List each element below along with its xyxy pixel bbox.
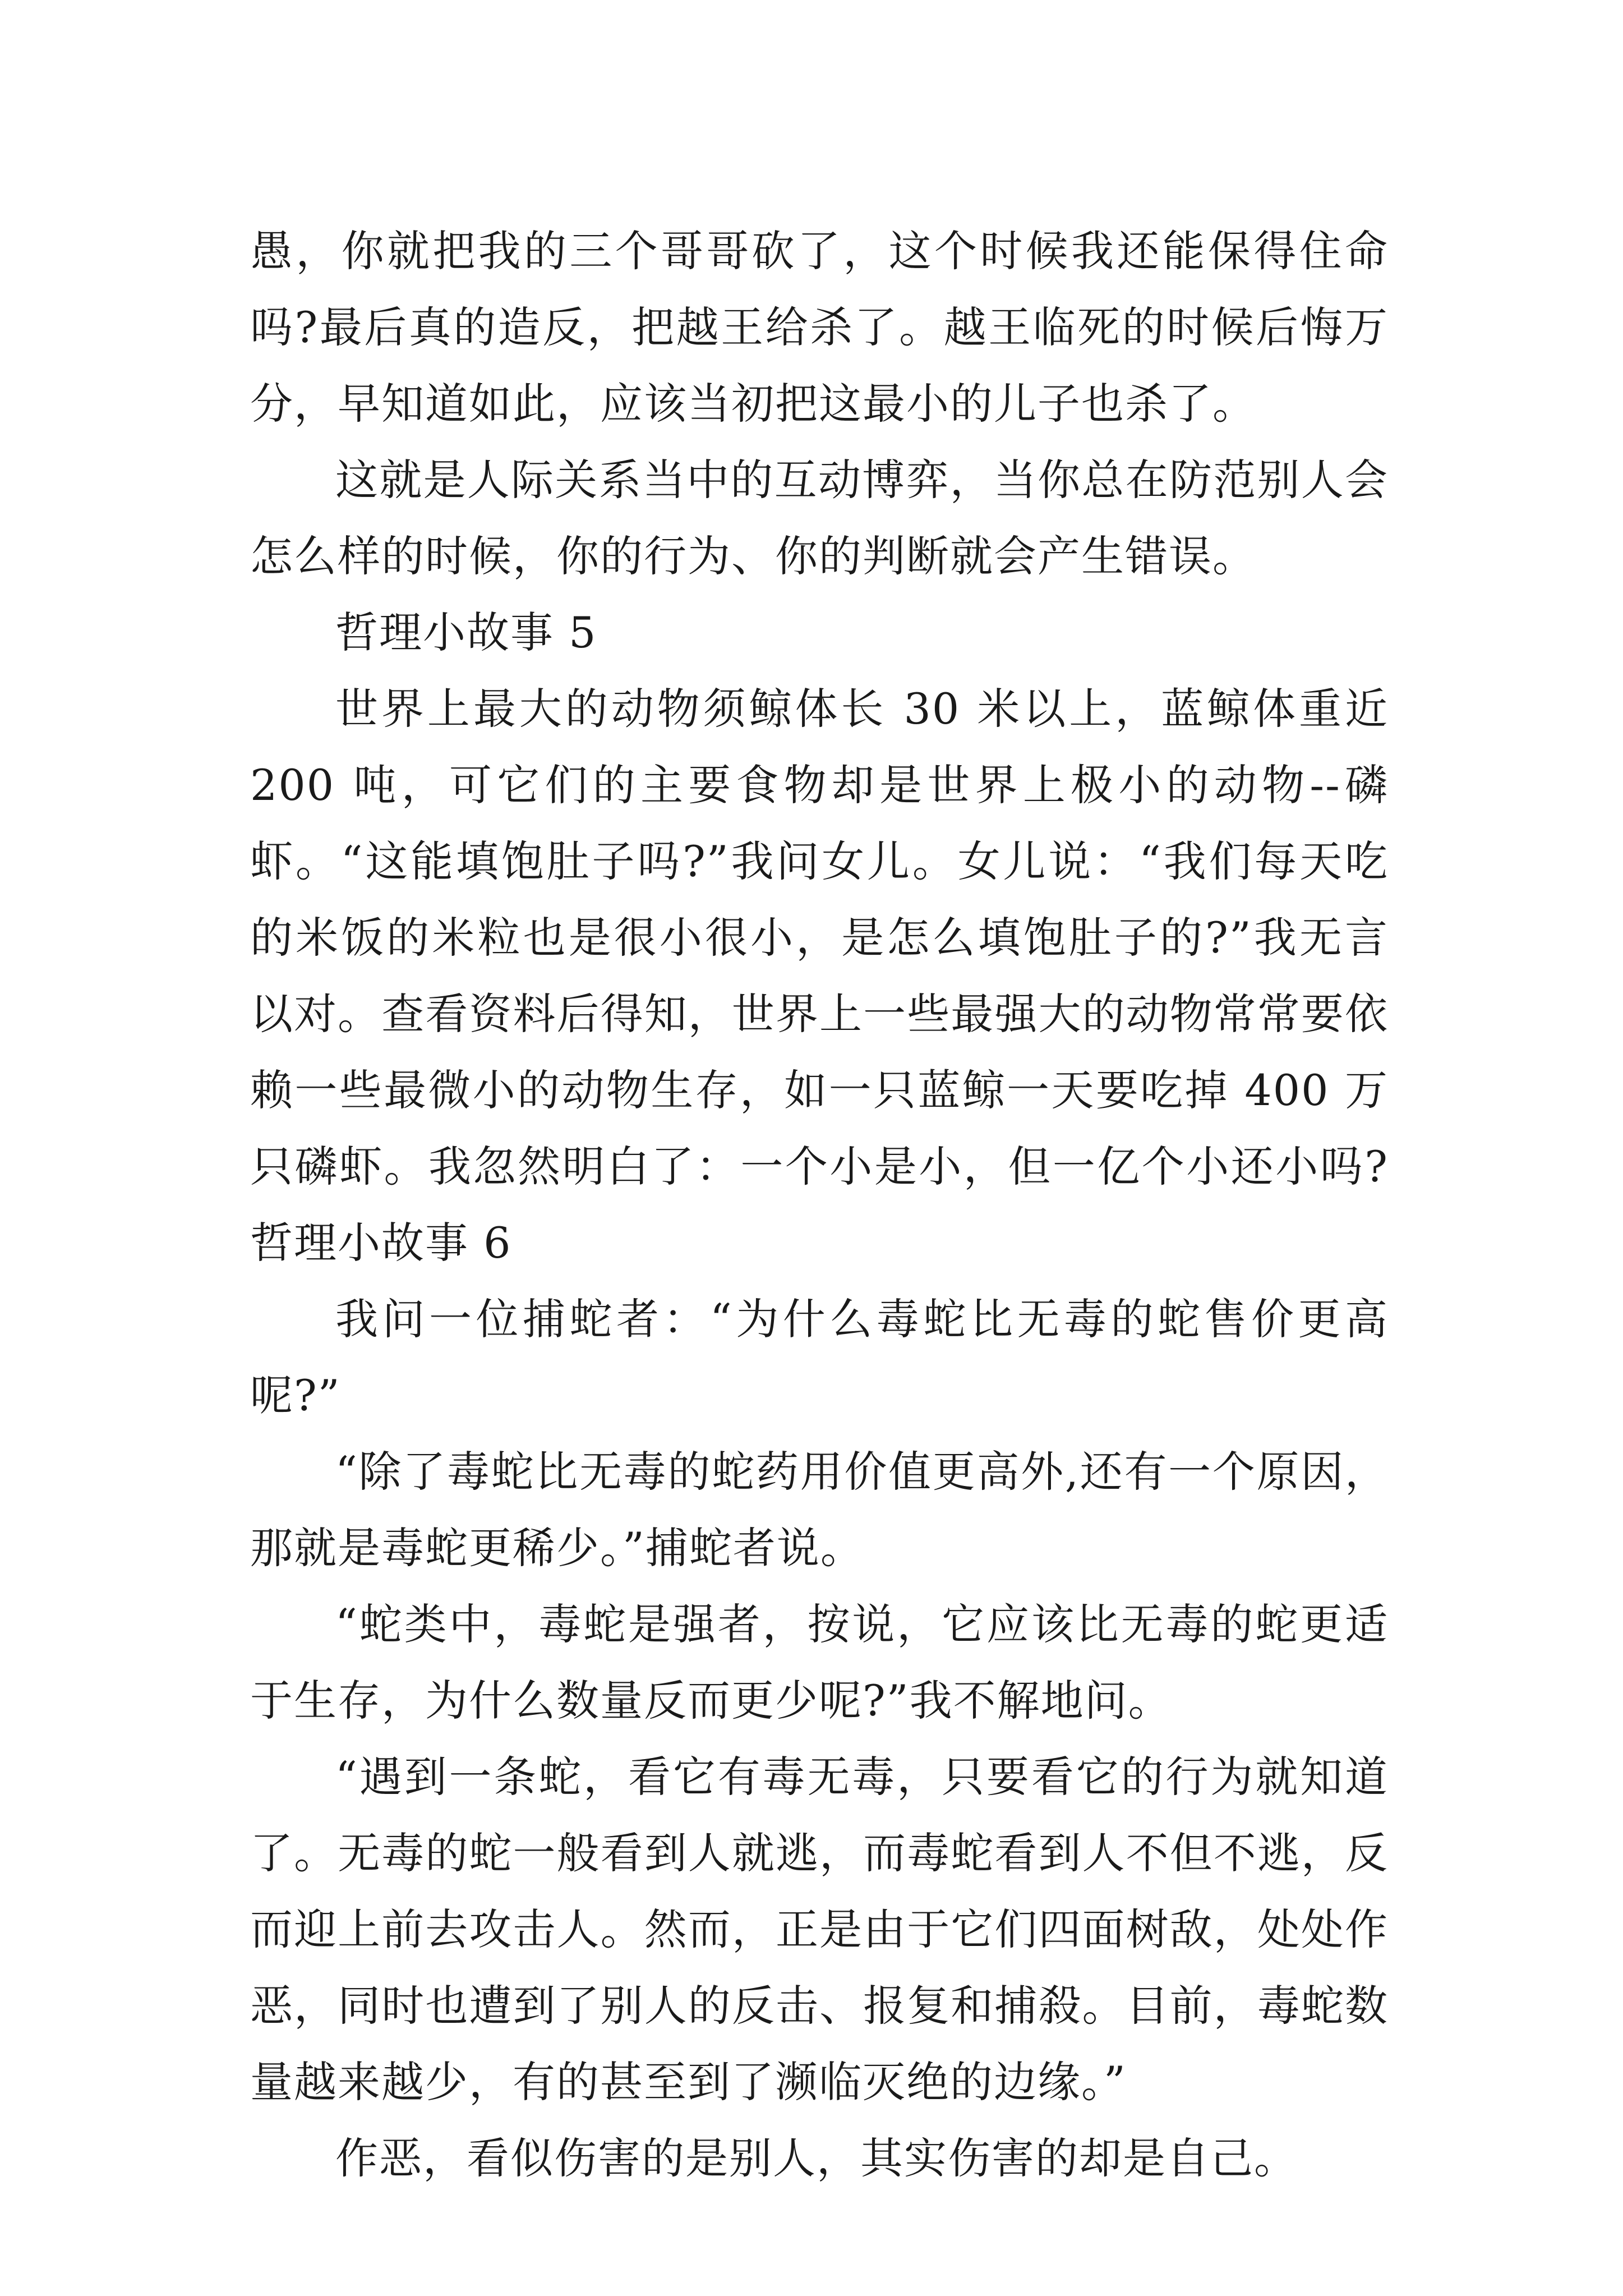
paragraph: “除了毒蛇比无毒的蛇药用价值更高外,还有一个原因，那就是毒蛇更稀少。”捕蛇者说。	[250, 1447, 1389, 1573]
paragraph: 这就是人际关系当中的互动博弈，当你总在防范别人会怎么样的时候，你的行为、你的判断就会产生错误。	[250, 455, 1389, 581]
paragraph: 我问一位捕蛇者：“为什么毒蛇比无毒的蛇售价更高呢?”	[250, 1294, 1389, 1420]
paragraph: “蛇类中，毒蛇是强者，按说，它应该比无毒的蛇更适于生存，为什么数量反而更少呢?”我不解地问。	[250, 1599, 1389, 1726]
paragraph-continued: 愚，你就把我的三个哥哥砍了，这个时候我还能保得住命吗?最后真的造反，把越王给杀了。越王临死的时候后悔万分，早知道如此，应该当初把这最小的儿子也杀了。	[250, 226, 1389, 429]
paragraph: “遇到一条蛇，看它有毒无毒，只要看它的行为就知道了。无毒的蛇一般看到人就逃，而毒蛇看到人不但不逃，反而迎上前去攻击人。然而，正是由于它们四面树敌，处处作恶，同时也遭到了别人的反击、报复和捕殺。目前，毒蛇数量越来越少，有的甚至到了濒临灭绝的边缘。”	[250, 1752, 1389, 2107]
paragraph: 世界上最大的动物须鲸体长 30 米以上，蓝鲸体重近 200 吨，可它们的主要食物却是世界上极小的动物--磷虾。“这能填饱肚子吗?”我问女儿。女儿说：“我们每天吃的米饭的米粒也是很小很小，是怎么填饱肚子的?”我无言以对。查看资料后得知，世界上一些最强大的动物常常要依赖一些最微小的动物生存，如一只蓝鲸一天要吃掉 400 万只磷虾。我忽然明白了：一个小是小，但一亿个小还小吗?哲理小故事 6	[250, 684, 1389, 1268]
paragraph: 作恶，看似伤害的是别人，其实伤害的却是自己。	[335, 2133, 1298, 2183]
section-heading: 哲理小故事 5	[335, 608, 597, 657]
document-body	[250, 213, 1389, 2197]
